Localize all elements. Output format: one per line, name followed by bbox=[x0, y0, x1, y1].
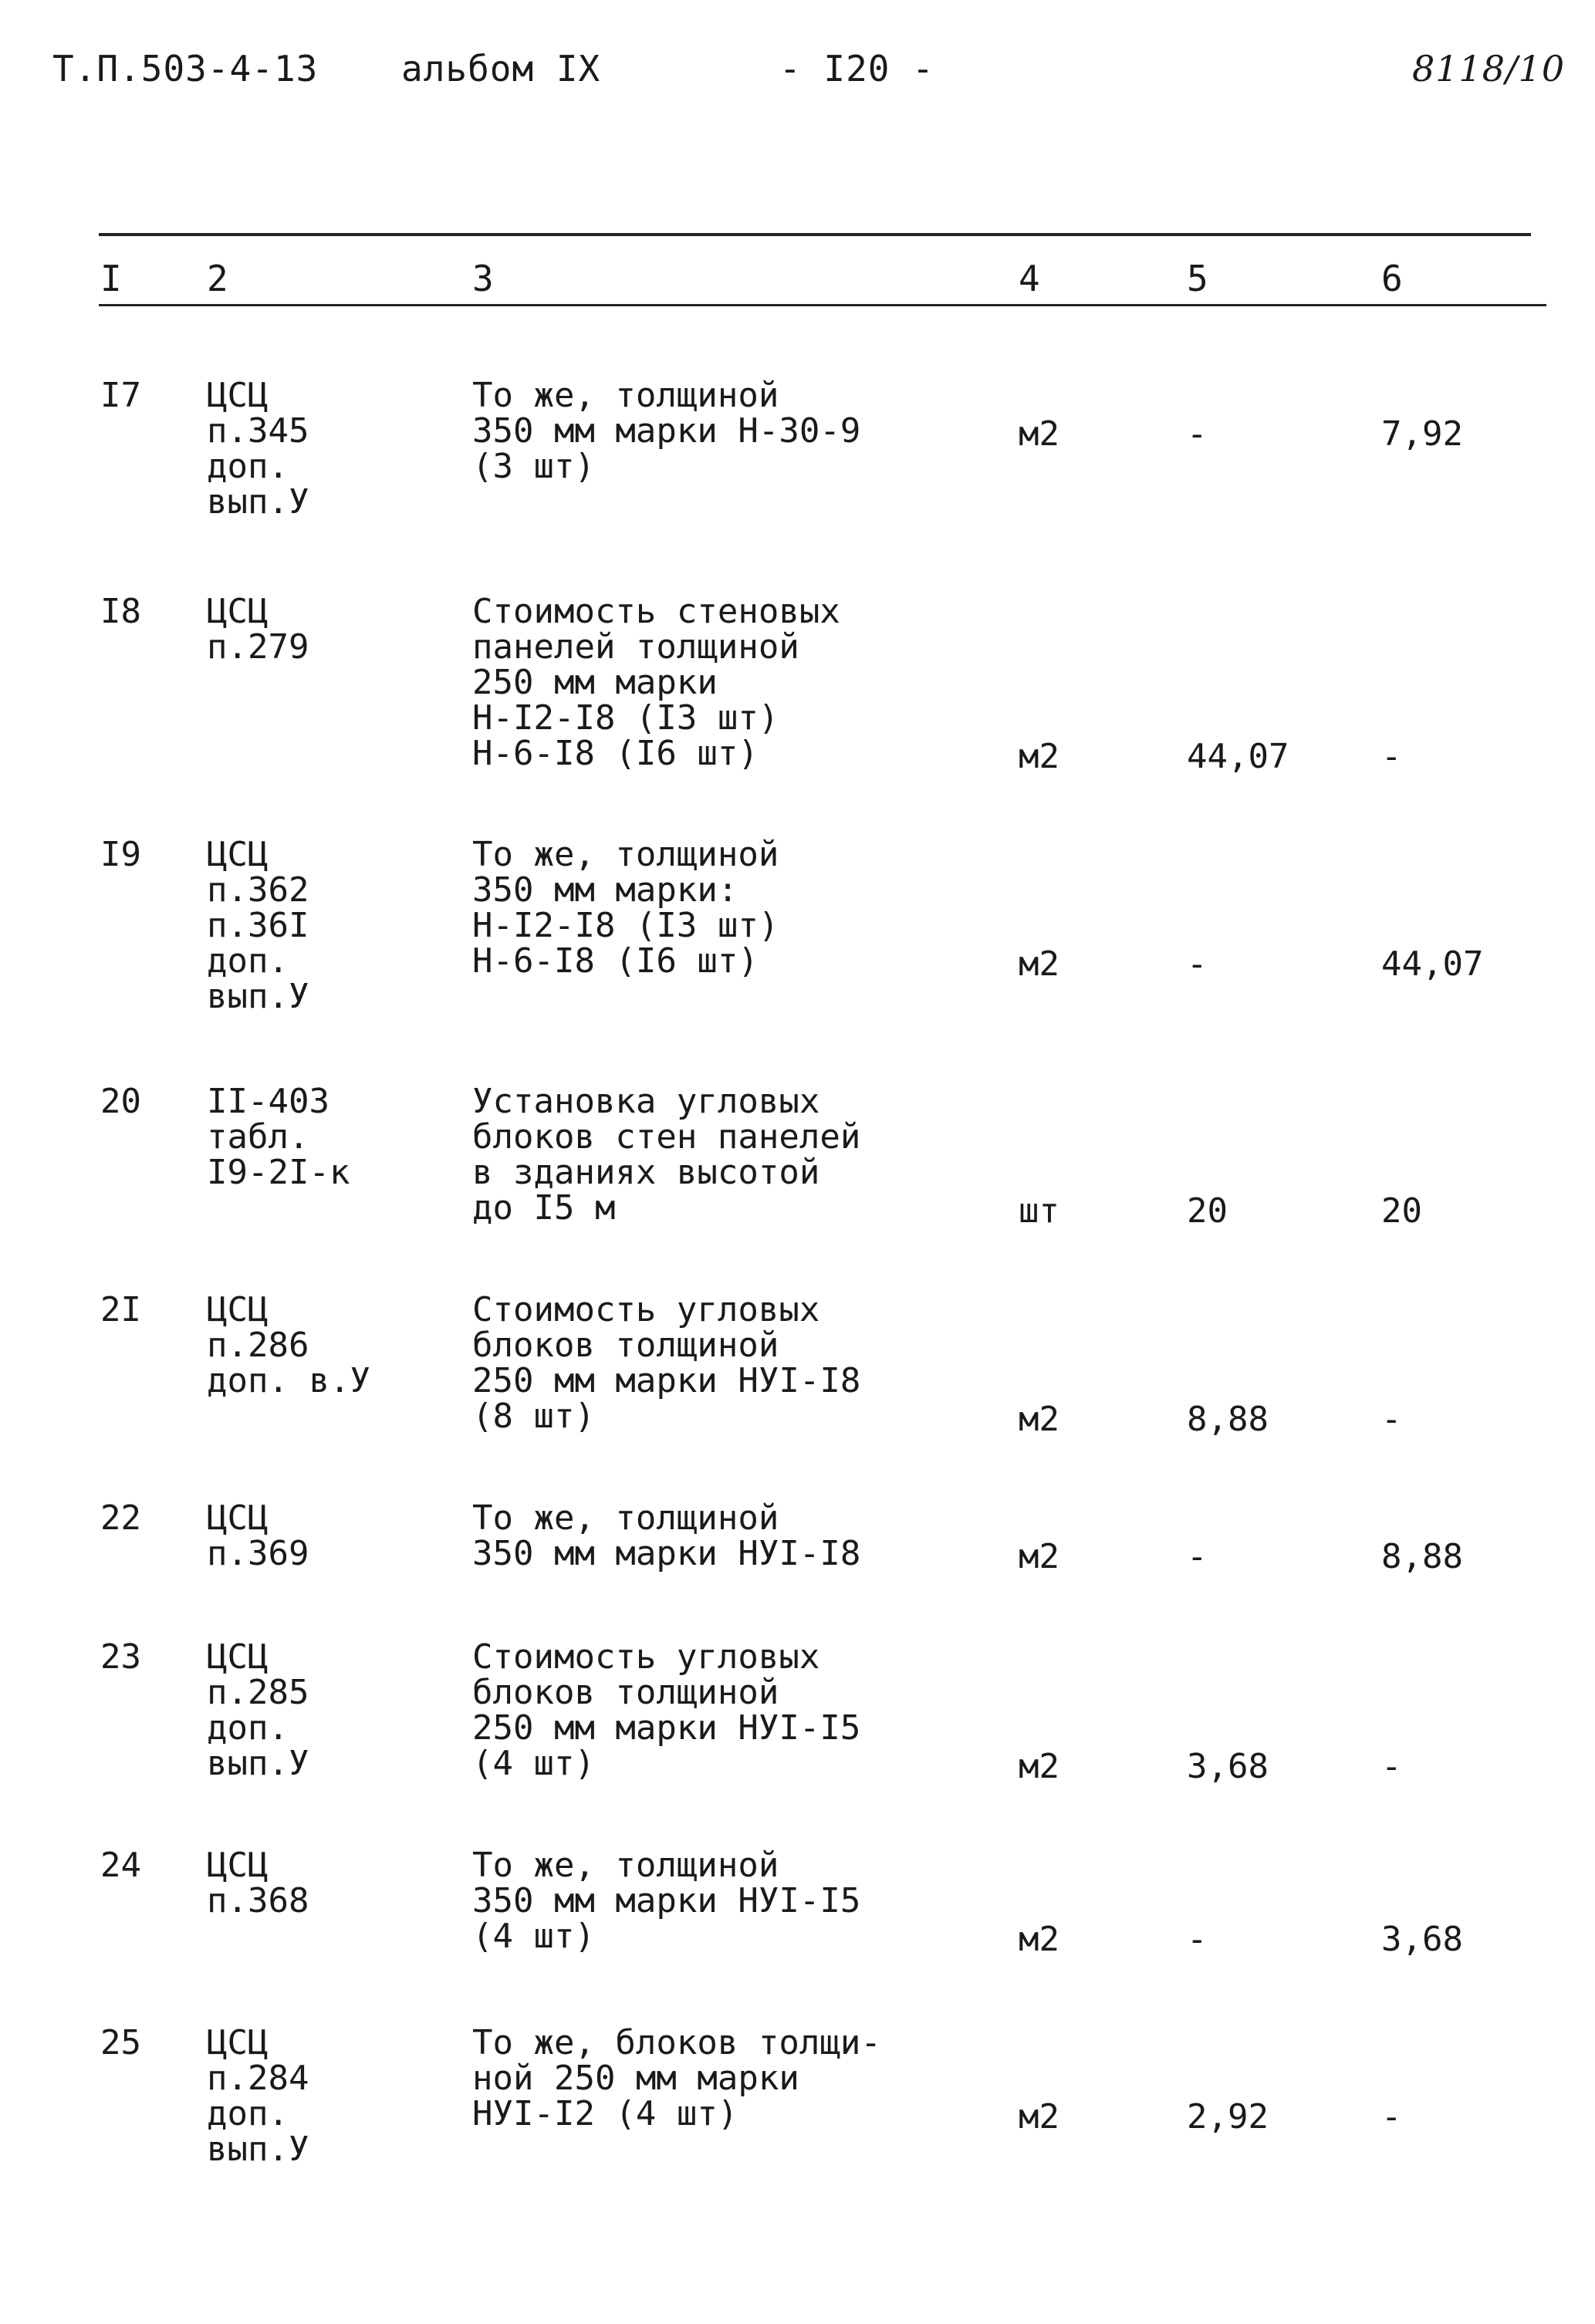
source-reference bbox=[207, 1084, 350, 1191]
description-line: Н-6-I8 (I6 шт) bbox=[472, 941, 759, 981]
description-line: Стоимость стеновых bbox=[472, 592, 840, 631]
work-description bbox=[472, 1637, 861, 1783]
work-description bbox=[472, 1848, 860, 1954]
source-line: вып.У bbox=[207, 2130, 309, 2169]
row-number: 22 bbox=[100, 1498, 141, 1538]
work-description bbox=[472, 1292, 860, 1434]
column-header-1: I bbox=[100, 258, 122, 299]
source-line: ЦСЦ bbox=[207, 592, 269, 631]
unit-of-measure: м2 bbox=[1019, 2097, 1059, 2137]
source-line: ЦСЦ bbox=[207, 835, 269, 874]
quantity-col5: 8,88 bbox=[1187, 1400, 1269, 1439]
source-line: п.285 bbox=[207, 1673, 309, 1712]
row-number: 24 bbox=[100, 1846, 141, 1885]
source-line: I9-2I-к bbox=[207, 1153, 350, 1192]
quantity-col5: - bbox=[1187, 414, 1208, 454]
column-header-6: 6 bbox=[1381, 258, 1403, 299]
work-description bbox=[472, 2025, 881, 2132]
source-reference bbox=[207, 2025, 309, 2167]
source-line: п.362 bbox=[207, 870, 309, 910]
source-line: ЦСЦ bbox=[207, 1290, 269, 1329]
source-line: п.284 bbox=[207, 2059, 309, 2098]
source-line: вып.У bbox=[207, 1744, 309, 1783]
source-line: ЦСЦ bbox=[207, 1498, 269, 1538]
source-line: доп. bbox=[207, 2094, 289, 2133]
album-label: альбом IX bbox=[401, 48, 601, 90]
source-reference bbox=[207, 1498, 309, 1573]
source-line: п.279 bbox=[207, 627, 309, 667]
row-number: 2I bbox=[100, 1290, 141, 1329]
source-line: п.286 bbox=[207, 1326, 309, 1365]
description-line: Н-I2-I8 (I3 шт) bbox=[472, 698, 779, 738]
source-line: п.36I bbox=[207, 906, 309, 945]
source-reference bbox=[207, 1637, 309, 1783]
quantity-col6: 3,68 bbox=[1381, 1920, 1463, 1959]
source-line: табл. bbox=[207, 1117, 309, 1157]
quantity-col5: 3,68 bbox=[1187, 1747, 1269, 1786]
description-line: блоков толщиной bbox=[472, 1673, 779, 1712]
quantity-col5: - bbox=[1187, 1920, 1208, 1959]
description-line: в зданиях высотой bbox=[472, 1153, 820, 1192]
work-description bbox=[472, 594, 840, 772]
column-header-4: 4 bbox=[1019, 258, 1040, 299]
source-line: п.369 bbox=[207, 1534, 309, 1573]
description-line: (3 шт) bbox=[472, 447, 595, 486]
quantity-col6: - bbox=[1381, 737, 1402, 776]
doc-reference: Т.П.503-4-13 bbox=[52, 48, 319, 90]
description-line: 350 мм марки НУI-I5 bbox=[472, 1881, 861, 1920]
description-line: блоков стен панелей bbox=[472, 1117, 861, 1157]
quantity-col6: - bbox=[1381, 1400, 1402, 1439]
handwritten-code: 8118/10 bbox=[1412, 48, 1566, 90]
quantity-col5: - bbox=[1187, 1537, 1208, 1576]
source-reference bbox=[207, 1292, 370, 1399]
source-line: доп. в.У bbox=[207, 1361, 370, 1400]
source-line: ЦСЦ bbox=[207, 1846, 269, 1885]
column-header-5: 5 bbox=[1187, 258, 1208, 299]
source-line: вып.У bbox=[207, 977, 309, 1016]
row-number: 20 bbox=[100, 1082, 141, 1121]
row-number: 25 bbox=[100, 2023, 141, 2062]
description-line: 250 мм марки bbox=[472, 663, 718, 702]
description-line: 350 мм марки Н-30-9 bbox=[472, 411, 861, 451]
unit-of-measure: м2 bbox=[1019, 1747, 1059, 1786]
source-line: доп. bbox=[207, 1708, 289, 1748]
row-number: I7 bbox=[100, 376, 141, 415]
source-line: II-403 bbox=[207, 1082, 329, 1121]
source-reference bbox=[207, 1848, 309, 1919]
source-line: ЦСЦ bbox=[207, 2023, 269, 2062]
source-line: доп. bbox=[207, 941, 289, 981]
description-line: Стоимость угловых bbox=[472, 1290, 820, 1329]
source-line: вып.У bbox=[207, 482, 309, 522]
quantity-col5: 20 bbox=[1187, 1191, 1228, 1231]
description-line: (4 шт) bbox=[472, 1917, 595, 1956]
source-line: ЦСЦ bbox=[207, 376, 269, 415]
work-description bbox=[472, 837, 779, 979]
quantity-col5: 2,92 bbox=[1187, 2097, 1269, 2137]
quantity-col6: 20 bbox=[1381, 1191, 1422, 1231]
description-line: (4 шт) bbox=[472, 1744, 595, 1783]
work-description bbox=[472, 378, 860, 485]
description-line: ной 250 мм марки bbox=[472, 2059, 799, 2098]
description-line: 250 мм марки НУI-I5 bbox=[472, 1708, 861, 1748]
description-line: То же, толщиной bbox=[472, 835, 779, 874]
source-line: ЦСЦ bbox=[207, 1637, 269, 1677]
column-header-2: 2 bbox=[207, 258, 228, 299]
description-line: НУI-I2 (4 шт) bbox=[472, 2094, 738, 2133]
description-line: панелей толщиной bbox=[472, 627, 799, 667]
source-line: п.345 bbox=[207, 411, 309, 451]
source-line: п.368 bbox=[207, 1881, 309, 1920]
source-reference bbox=[207, 837, 309, 1015]
description-line: Установка угловых bbox=[472, 1082, 820, 1121]
unit-of-measure: м2 bbox=[1019, 414, 1059, 454]
work-description bbox=[472, 1498, 861, 1573]
unit-of-measure: м2 bbox=[1019, 737, 1059, 776]
unit-of-measure: м2 bbox=[1019, 944, 1059, 984]
source-reference bbox=[207, 594, 309, 665]
quantity-col6: - bbox=[1381, 2097, 1402, 2137]
description-line: То же, толщиной bbox=[472, 1846, 779, 1885]
row-number: I9 bbox=[100, 835, 141, 874]
description-line: То же, блоков толщи- bbox=[472, 2023, 881, 2062]
description-line: Н-6-I8 (I6 шт) bbox=[472, 734, 759, 773]
description-line: 350 мм марки НУI-I8 bbox=[472, 1534, 861, 1573]
quantity-col5: 44,07 bbox=[1187, 737, 1289, 776]
source-line: доп. bbox=[207, 447, 289, 486]
description-line: (8 шт) bbox=[472, 1397, 595, 1436]
description-line: То же, толщиной bbox=[472, 1498, 779, 1538]
quantity-col6: 44,07 bbox=[1381, 944, 1484, 984]
row-number: 23 bbox=[100, 1637, 141, 1677]
unit-of-measure: шт bbox=[1019, 1191, 1059, 1231]
page-number: - I20 - bbox=[779, 48, 934, 90]
quantity-col6: - bbox=[1381, 1747, 1402, 1786]
quantity-col6: 7,92 bbox=[1381, 414, 1463, 454]
work-description bbox=[472, 1084, 860, 1226]
description-line: Н-I2-I8 (I3 шт) bbox=[472, 906, 779, 945]
description-line: 350 мм марки: bbox=[472, 870, 738, 910]
row-number: I8 bbox=[100, 592, 141, 631]
description-line: То же, толщиной bbox=[472, 376, 779, 415]
unit-of-measure: м2 bbox=[1019, 1537, 1059, 1576]
column-header-3: 3 bbox=[472, 258, 494, 299]
quantity-col5: - bbox=[1187, 944, 1208, 984]
description-line: Стоимость угловых bbox=[472, 1637, 820, 1677]
quantity-col6: 8,88 bbox=[1381, 1537, 1463, 1576]
description-line: блоков толщиной bbox=[472, 1326, 779, 1365]
source-reference bbox=[207, 378, 309, 520]
unit-of-measure: м2 bbox=[1019, 1920, 1059, 1959]
description-line: до I5 м bbox=[472, 1188, 616, 1228]
description-line: 250 мм марки НУI-I8 bbox=[472, 1361, 861, 1400]
unit-of-measure: м2 bbox=[1019, 1400, 1059, 1439]
